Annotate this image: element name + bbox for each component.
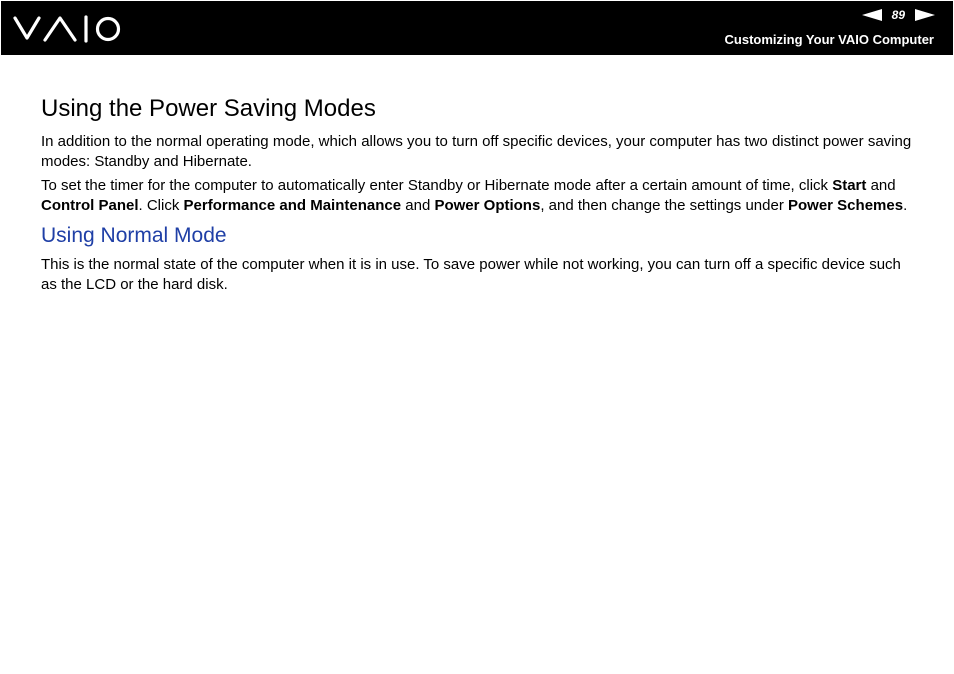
normal-mode-heading: Using Normal Mode <box>41 224 227 247</box>
timer-text-3: . Click <box>138 196 184 214</box>
page-title: Using the Power Saving Modes <box>41 95 376 122</box>
timer-text-5: , and then change the settings under <box>540 196 788 214</box>
page-number: 89 <box>891 8 905 22</box>
start-term: Start <box>832 177 867 194</box>
main-content <box>41 94 913 299</box>
next-page-arrow-icon[interactable] <box>915 9 935 21</box>
prev-page-arrow-icon[interactable] <box>862 9 882 21</box>
timer-text-2: and <box>866 177 896 194</box>
control-panel-term: Control Panel <box>41 196 139 214</box>
normal-mode-paragraph: This is the normal state of the computer when it is in use. To save power while not working, you can turn off a specific device such as the LCD or the hard disk. <box>41 256 901 293</box>
timer-text-1: To set the timer for the computer to automatically enter Standby or Hibernate mode after a certain amount of time, click <box>41 177 833 194</box>
intro-paragraph: In addition to the normal operating mode, which allows you to turn off specific devices, your computer has two distinct power saving modes: Standby and Hibernate. <box>41 133 912 170</box>
timer-paragraph <box>41 176 913 215</box>
performance-maintenance-term: Performance and Maintenance <box>183 196 402 214</box>
timer-text-4: and <box>401 196 435 214</box>
power-options-term: Power Options <box>434 196 541 214</box>
section-title: Customizing Your VAIO Computer <box>724 32 934 47</box>
timer-text-6: . <box>903 196 908 214</box>
power-schemes-term: Power Schemes <box>788 196 904 214</box>
header-bar <box>1 1 953 55</box>
page-navigation <box>862 8 935 22</box>
vaio-logo <box>13 15 121 43</box>
